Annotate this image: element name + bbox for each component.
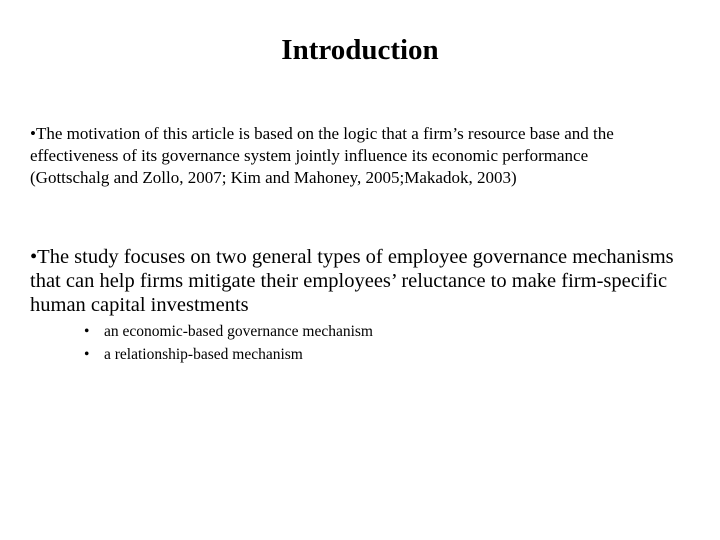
bullet-marker: • <box>84 346 90 363</box>
list-item <box>84 320 373 343</box>
sub-bullet-text: an economic-based governance mechanism <box>104 323 373 340</box>
list-item <box>84 343 373 366</box>
bullet-marker: • <box>84 323 90 340</box>
slide-title: Introduction <box>281 34 439 66</box>
bullet-paragraph-study-focus: •The study focuses on two general types of employee governance mechanisms that can help firms mitigate their employees’ reluctance to make firm-specific human capital investments <box>30 246 674 316</box>
bullet-paragraph-motivation: •The motivation of this article is based on the logic that a firm’s resource base and the effectiveness of its governance system jointly influence its economic performance (Gottschalg and Zollo, 2007; Kim and Mahoney, 2005;Makadok, 2003) <box>30 124 614 187</box>
sub-bullet-text: a relationship-based mechanism <box>104 346 303 363</box>
sub-bullet-list <box>84 320 373 366</box>
